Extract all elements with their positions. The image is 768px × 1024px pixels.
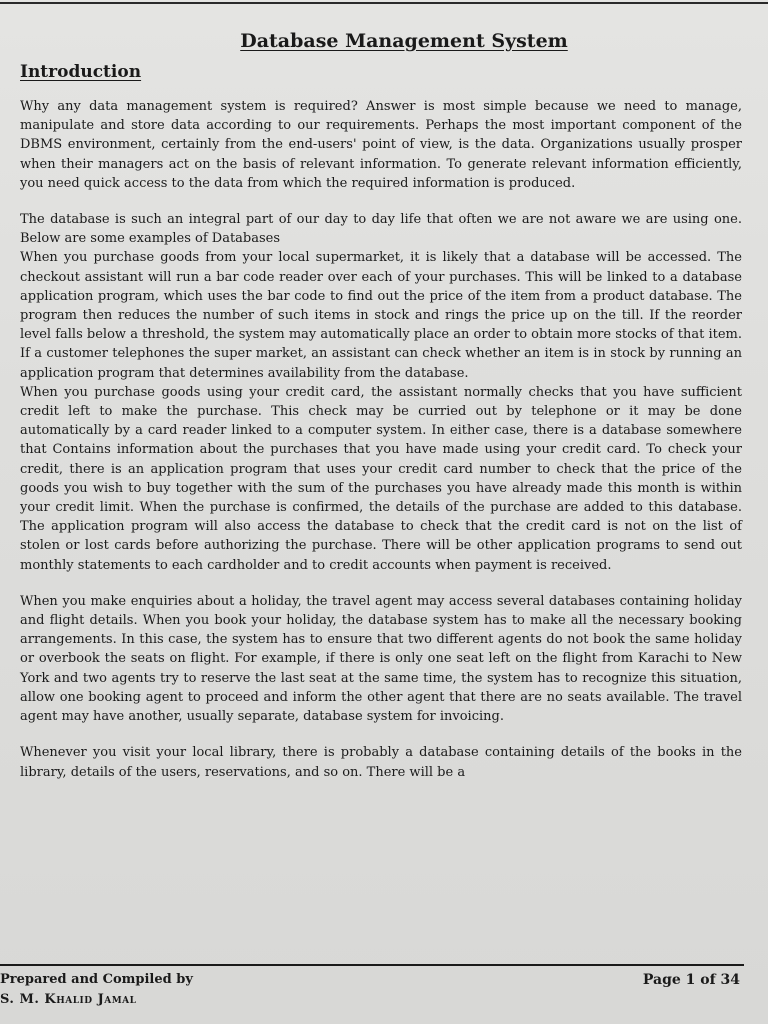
paragraph-integral-part: The database is such an integral part of our day to day life that often we are not aware we are using one. Below are some examples of Databases (20, 212, 742, 247)
paragraph-travel-agent-example: When you make enquiries about a holiday, the travel agent may access several databases containing holiday and flight details. When you book your holiday, the database system has to make all the necessary booking arrangements. In this case, the system has to ensure that two different agents do not book the same holiday or overbook the seats on flight. For example, if there is only one seat left on the flight from Karachi to New York and two agents try to reserve the last seat at the same time, the system has to recognize this situation, allow one booking agent to proceed and inform the other agent that there are no seats available. The travel agent may have another, usually separate, database system for invoicing. (20, 593, 742, 725)
paragraph-credit-card-example: When you purchase goods using your credit card, the assistant normally checks that you have sufficient credit left to make the purchase. This check may be curried out by telephone or it may be done automatically by a card reader linked to a computer system. In either case, there is a database somewhere that Contains information about the purchases that you have made using your credit card. To check your credit, there is an application program that uses your credit card number to check that the price of the goods you wish to buy together with the sum of the purchases you have already made this month is within your credit limit. When the purchase is confirmed, the details of the purchase are added to this database. The application program will also access the database to check that the credit card is not on the list of stolen or lost cards before authorizing the purchase. There will be other application programs to send out monthly statements to each cardholder and to credit accounts when payment is received. (20, 384, 742, 573)
top-rule (0, 2, 768, 4)
body-text (20, 97, 742, 782)
page-number: Page 1 of 34 (642, 972, 740, 988)
footer-credit-label: Prepared and Compiled by (0, 972, 193, 987)
paragraph-library-example: Whenever you visit your local library, there is probably a database containing details of the books in the library, details of the users, reservations, and so on. There will be a (20, 745, 742, 780)
footer-author-name: S. M. Khalid Jamal (0, 992, 137, 1007)
footer-credit-block (0, 970, 193, 1010)
paragraph-supermarket-example: When you purchase goods from your local supermarket, it is likely that a database will be accessed. The checkout assistant will run a bar code reader over each of your purchases. This will be linked to a database application program, which uses the bar code to find out the price of the item from a product database. The program then reduces the number of such items in stock and rings the price up on the till. If the reorder level falls below a threshold, the system may automatically place an order to obtain more stocks of that item. If a customer telephones the super market, an assistant can check whether an item is in stock by running an application program that determines availability from the database. (20, 250, 742, 381)
paragraph-why-dbms: Why any data management system is required? Answer is most simple because we need to manage, manipulate and store data according to our requirements. Perhaps the most important component of the DBMS environment, certainly from the end-users' point of view, is the data. Organizations usually prosper when their managers act on the basis of relevant information. To generate relevant information efficiently, you need quick access to the data from which the required information is produced. (20, 99, 742, 191)
footer-rule (0, 964, 744, 966)
section-heading-introduction: Introduction (20, 62, 142, 82)
document-title: Database Management System (240, 30, 568, 52)
